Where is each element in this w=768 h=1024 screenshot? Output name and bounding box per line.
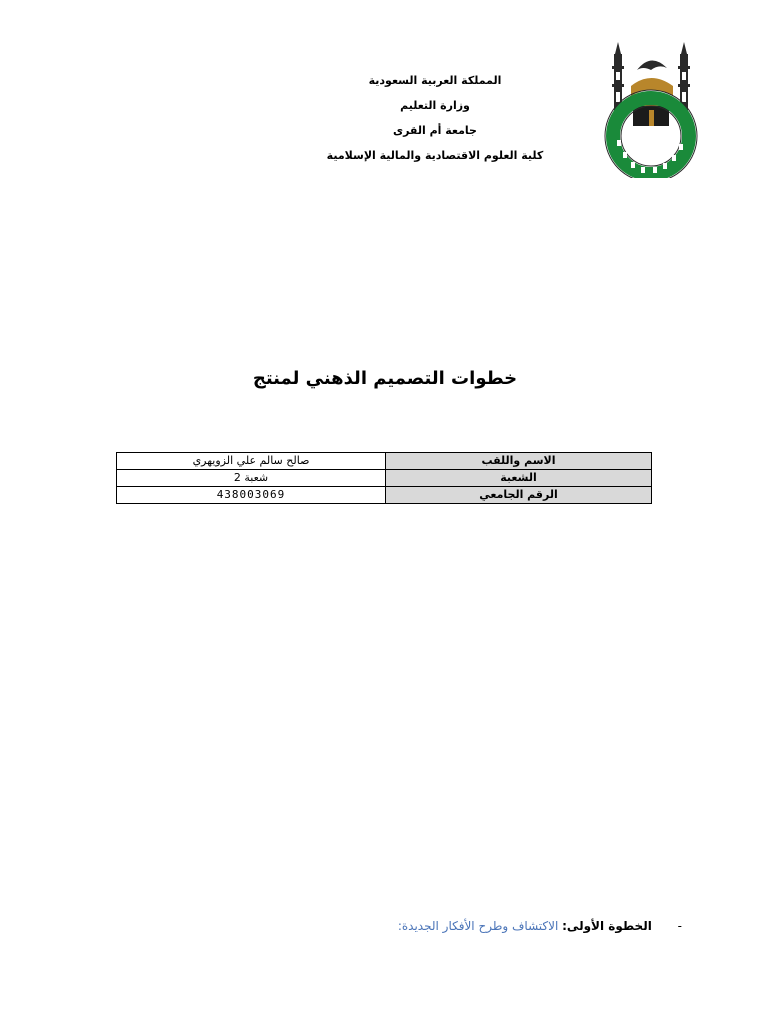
university-emblem-icon <box>597 40 705 178</box>
name-value: صالح سالم علي الزويهري <box>117 453 386 470</box>
header-country: المملكة العربية السعودية <box>368 74 502 87</box>
document-header <box>300 68 570 168</box>
section-value: شعبة 2 <box>117 470 386 487</box>
step-label: الخطوة الأولى: <box>562 919 652 933</box>
student-id-label: الرقم الجامعي <box>386 487 652 504</box>
header-college: كلية العلوم الاقتصادية والمالية الإسلامية <box>326 149 544 162</box>
header-university: جامعة أم القرى <box>393 124 477 137</box>
section-label: الشعبة <box>386 470 652 487</box>
table-row <box>117 453 652 470</box>
name-label: الاسم واللقب <box>386 453 652 470</box>
bullet-dash: - <box>677 919 682 933</box>
header-ministry: وزارة التعليم <box>400 99 470 112</box>
step-text: الاكتشاف وطرح الأفكار الجديدة: <box>397 919 559 933</box>
student-info-table <box>116 452 652 504</box>
document-title: خطوات التصميم الذهني لمنتج <box>252 368 518 389</box>
student-id-value: 438003069 <box>117 487 386 504</box>
table-row <box>117 487 652 504</box>
table-row <box>117 470 652 487</box>
step-one-heading <box>300 919 682 933</box>
